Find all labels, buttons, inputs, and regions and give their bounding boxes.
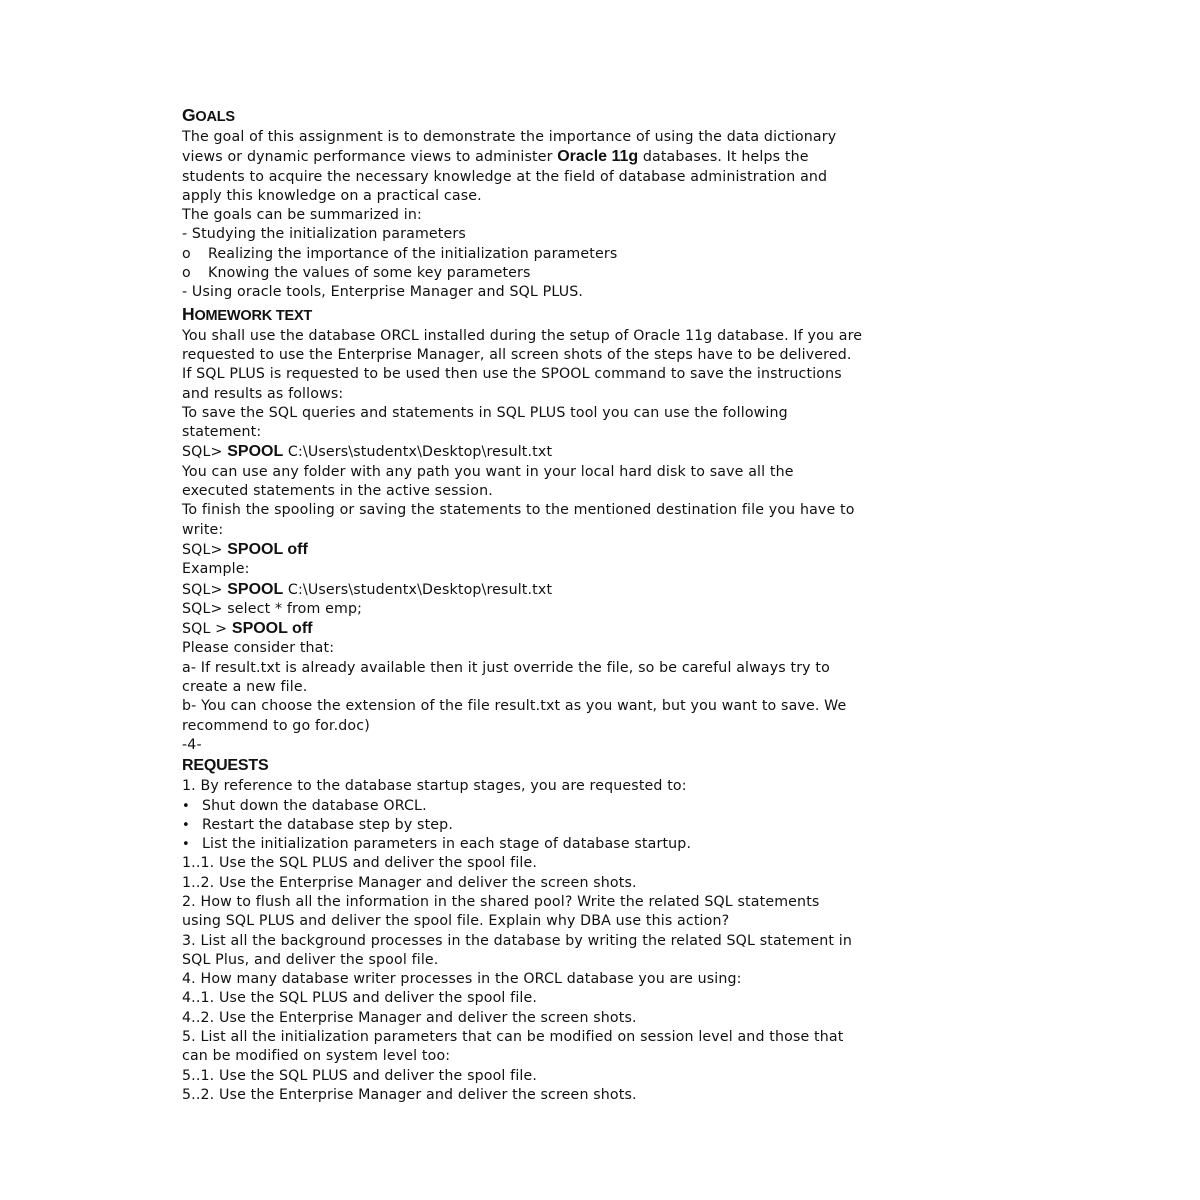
goals-paragraph-line-1: The goal of this assignment is to demonstrate the importance of using the data dictionary [182,129,837,145]
requests-line: 1..1. Use the SQL PLUS and deliver the spool file. [182,855,538,872]
example-label: Example: [182,561,250,578]
example-spool-line: SQL> SPOOL C:\Users\studentx\Desktop\result.txt [182,580,553,598]
requests-bullet-item: • List the initialization parameters in each stage of database startup. [182,835,1022,854]
homework-line: To save the SQL queries and statements in SQL PLUS tool you can use the following [182,404,788,421]
goals-paragraph-line-2: views or dynamic performance views to administer Oracle 11g databases. It helps the [182,148,809,166]
homework-line: To finish the spooling or saving the statements to the mentioned destination file you have to [182,502,855,519]
homework-line: statement: [182,424,262,441]
bullet-icon: • [182,798,190,814]
bullet-icon: • [182,837,190,853]
requests-line: 4. How many database writer processes in the ORCL database you are using: [182,971,742,988]
requests-bullet-item: • Shut down the database ORCL. [182,797,1022,816]
requests-bullet-item: • Restart the database step by step. [182,816,1022,835]
homework-line: requested to use the Enterprise Manager, all screen shots of the steps have to be delivered. [182,346,852,363]
homework-note-line: create a new file. [182,679,308,696]
oracle-version-bold: Oracle 11g [557,148,639,166]
requests-line: can be modified on system level too: [182,1048,451,1065]
bullet-icon: • [182,817,190,833]
requests-line: 4..1. Use the SQL PLUS and deliver the spool file. [182,990,538,1007]
sub-marker: o [182,245,191,262]
spool-command-line: SQL> SPOOL C:\Users\studentx\Desktop\result.txt [182,443,553,461]
example-select-line: SQL> select * from emp; [182,600,363,617]
goals-summary: The goals can be summarized in: [182,207,422,224]
document-page [182,104,1022,1105]
spool-off-line: SQL> SPOOL off [182,540,308,558]
requests-line: using SQL PLUS and deliver the spool file. Explain why DBA use this action? [182,913,730,930]
consider-label: Please consider that: [182,640,335,657]
homework-line: You shall use the database ORCL installed during the setup of Oracle 11g database. If you are [182,327,863,344]
requests-heading: REQUESTS [182,757,269,775]
goals-item-1: - Studying the initialization parameters [182,226,466,243]
requests-line: 5. List all the initialization parameters that can be modified on session level and those that [182,1029,844,1046]
goals-heading: GOALS [182,105,235,125]
goals-subitem-2: o Knowing the values of some key parameters [182,264,1022,283]
goals-paragraph-line-3: students to acquire the necessary knowledge at the field of database administration and [182,168,828,185]
requests-line: 1..2. Use the Enterprise Manager and deliver the screen shots. [182,874,637,891]
requests-intro: 1. By reference to the database startup stages, you are requested to: [182,778,687,795]
homework-line: and results as follows: [182,385,344,402]
requests-line: 5..1. Use the SQL PLUS and deliver the spool file. [182,1067,538,1084]
page-number: -4- [182,736,202,753]
homework-line: executed statements in the active session. [182,483,493,500]
requests-line: 2. How to flush all the information in the shared pool? Write the related SQL statements [182,893,820,910]
goals-subitem-1: o Realizing the importance of the initialization parameters [182,245,1022,264]
homework-note-line: recommend to go for.doc) [182,717,370,734]
example-spool-off-line: SQL > SPOOL off [182,620,313,638]
homework-line: write: [182,521,224,538]
requests-line: 3. List all the background processes in the database by writing the related SQL statement in [182,932,852,949]
homework-line: You can use any folder with any path you want in your local hard disk to save all the [182,463,794,480]
goals-paragraph-line-4: apply this knowledge on a practical case. [182,187,482,204]
sub-marker: o [182,265,191,282]
homework-line: If SQL PLUS is requested to be used then use the SPOOL command to save the instructions [182,366,842,383]
homework-heading: HOMEWORK TEXT [182,303,313,324]
requests-line: SQL Plus, and deliver the spool file. [182,951,439,968]
requests-line: 5..2. Use the Enterprise Manager and deliver the screen shots. [182,1086,637,1103]
homework-note-line: b- You can choose the extension of the file result.txt as you want, but you want to save. We [182,698,847,715]
goals-item-2: - Using oracle tools, Enterprise Manager and SQL PLUS. [182,284,584,301]
homework-note-line: a- If result.txt is already available then it just override the file, so be careful always try to [182,659,830,676]
requests-line: 4..2. Use the Enterprise Manager and deliver the screen shots. [182,1009,637,1026]
